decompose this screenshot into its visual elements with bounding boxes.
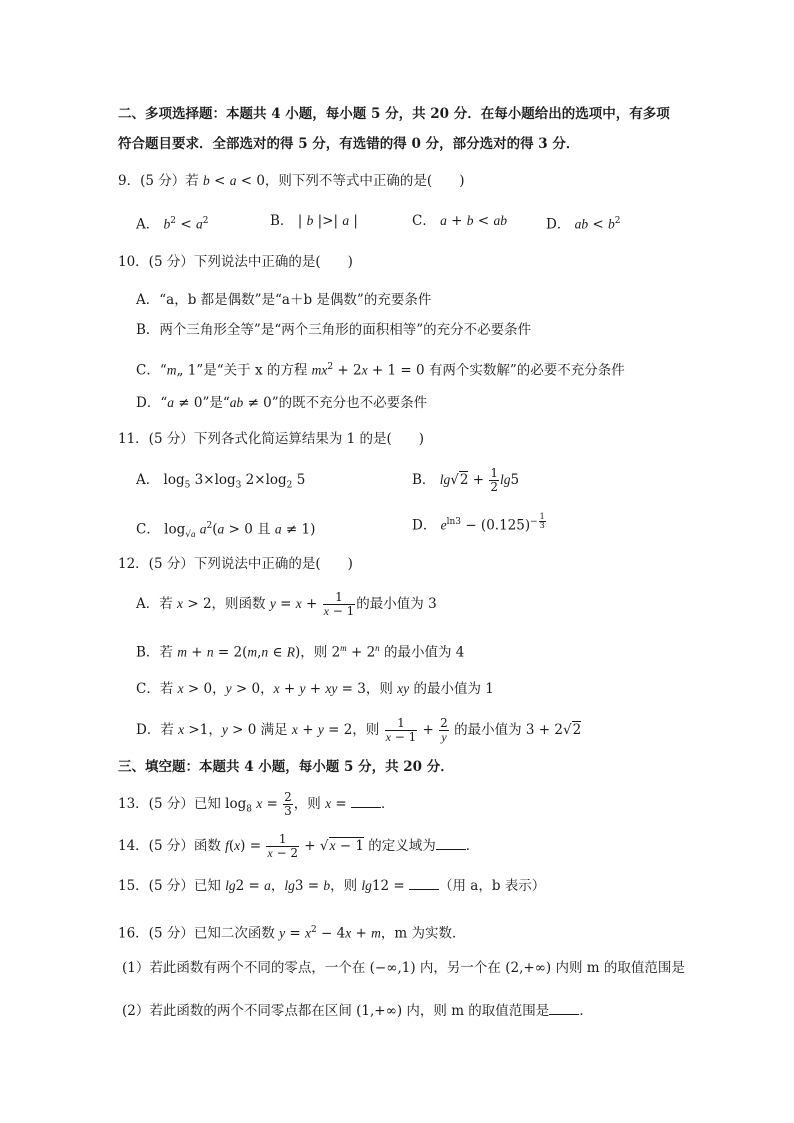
question-10-stem: 10．(5 分）下列说法中正确的是( ) bbox=[118, 254, 353, 270]
section3-heading: 三、填空题：本题共 4 小题，每小题 5 分，共 20 分． bbox=[118, 759, 454, 775]
question-10-option-d[interactable]: D．“a ≠ 0”是“ab ≠ 0”的既不充分也不必要条件 bbox=[136, 395, 428, 411]
question-11-option-b[interactable]: B． lg√2 + $\frac{1}{2}$ lg5 bbox=[412, 466, 520, 494]
question-9-option-d[interactable]: D． ab < $b^2$ bbox=[546, 216, 621, 233]
question-11-option-a[interactable]: A． $\log_5 3\times\log_3$ $2\times\log_2$ 5 bbox=[136, 472, 306, 491]
question-10-option-c[interactable]: C．“m„ 1”是“关于 x 的方程 $mx^2 + 2x + 1 = 0$ 有两个实数解”的必要不充分条件 bbox=[136, 362, 625, 379]
question-11-option-d[interactable]: D． $e^{ln3} - (0.125)^{- \frac{1}{3}}$ bbox=[412, 512, 545, 534]
question-12-option-d[interactable]: D．若 x >1，y > 0 满足 x + y = 2，则 $\frac{1}{x - 1}$ + $\frac{2}{y}$ 的最小值为 3 + 2√2 bbox=[136, 716, 582, 744]
question-10-option-b[interactable]: B．两个三角形全等”是“两个三角形的面积相等”的充分不必要条件 bbox=[136, 322, 532, 338]
question-14: 14．(5 分）函数 f(x) = $\frac{1}{x - 2}$ + √x − 1 的定义域为 ． bbox=[118, 832, 480, 860]
question-9-stem: 9．(5 分）若 b < a < 0，则下列不等式中正确的是( ) bbox=[118, 173, 465, 189]
question-11-option-c[interactable]: C． $\log_{√a} a^2(a > 0$ 且 a ≠ 1) bbox=[136, 521, 316, 541]
section2-heading-line1: 二、多项选择题：本题共 4 小题，每小题 5 分，共 20 分．在每小题给出的选项中，有多项 bbox=[118, 106, 670, 122]
answer-blank-15[interactable] bbox=[409, 877, 439, 890]
question-10-option-a[interactable]: A．“a，b 都是偶数”是“a＋b 是偶数”的充要条件 bbox=[136, 292, 432, 308]
question-12-option-b[interactable]: B．若 m + n = 2(m,n ∈ R)，则 $2^m + 2^n$ 的最小值为 4 bbox=[136, 643, 465, 661]
question-9-option-b[interactable]: B． | b |>| a | bbox=[270, 213, 358, 229]
question-12-option-c[interactable]: C．若 x > 0，y > 0，x + y + xy = 3，则 xy 的最小值为 1 bbox=[136, 681, 494, 697]
question-9-option-c[interactable]: C． a + b < ab bbox=[412, 213, 507, 229]
question-11-stem: 11．(5 分）下列各式化简运算结果为 1 的是( ) bbox=[118, 431, 425, 447]
question-16-part-1: (1）若此函数有两个不同的零点，一个在 (−∞,1) 内，另一个在 (2,+∞) 内则 m 的取值范围是 bbox=[122, 960, 685, 976]
question-16-part-2: (2）若此函数的两个不同零点都在区间 (1,+∞) 内，则 m 的取值范围是 ． bbox=[122, 1003, 593, 1019]
question-12-option-a[interactable]: A．若 x > 2，则函数 y = x + $\frac{1}{x - 1}$ 的最小值为 3 bbox=[136, 590, 437, 618]
answer-blank-16[interactable] bbox=[549, 1002, 579, 1015]
question-16-stem: 16．(5 分）已知二次函数 $y = x^2 - 4x + m$，m 为实数． bbox=[118, 925, 466, 942]
section2-heading-line2: 符合题目要求．全部选对的得 5 分，有选错的得 0 分，部分选对的得 3 分． bbox=[118, 136, 580, 152]
question-13: 13．(5 分）已知 $\log_8 x$ = $\frac{2}{3}$ ，则 x = ． bbox=[118, 790, 395, 818]
answer-blank-14[interactable] bbox=[436, 837, 466, 850]
question-15: 15．(5 分）已知 lg2 = a，lg3 = b，则 lg12 = （用 a，b 表示） bbox=[118, 878, 546, 894]
question-9-option-a[interactable]: A． $b^2 < a^2$ bbox=[136, 216, 209, 233]
question-12-stem: 12．(5 分）下列说法中正确的是( ) bbox=[118, 556, 353, 572]
answer-blank-13[interactable] bbox=[351, 795, 381, 808]
